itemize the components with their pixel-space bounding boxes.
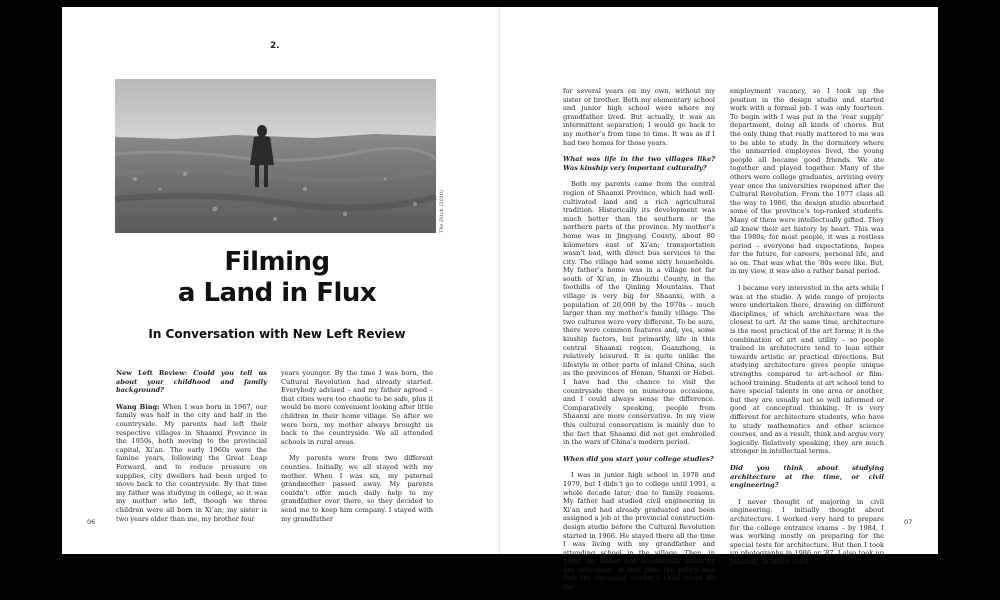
right-page	[500, 7, 938, 592]
right-column-1	[563, 87, 715, 600]
question-paragraph: When did you start your college studies?	[563, 454, 714, 463]
article-title	[107, 247, 447, 309]
answer-text: When I was born in 1967, our family was half in the city and half in the countryside. My parents had left their respective villages in Shaanxi Province in the 1950s, both moving to the provincial capital, Xi’an. The early 1960s were the famine years, following the Great Leap Forward, and to reduce pressure on supplies, city dwellers had been urged to move back to the countryside. By that time my father was studying in college, so it was my mother who left, though we three children were all born in Xi’an; my sister is two years older than me, my brother four	[116, 402, 267, 523]
question-paragraph: Did you think about studying architecture at the time, or civil engineering?	[730, 463, 884, 490]
paragraph: I was in junior high school in 1978 and 1979, but I didn’t go to college until 1991, a whole decade later, due to family reasons. My father had studied civil engineering in Xi’an and had already graduated and been assigned a job at the provincial construction-design studio before the Cultural Revolution started in 1966. He stayed there all the time I was living with my grandfather and attending school in the village. Then, in 1981, my father was accidentally killed by gas poisoning. At that time the policy was that the deceased worker’s child could fill the	[563, 471, 715, 592]
title-line-1: Filming	[224, 247, 330, 277]
page-number-right: 07	[904, 518, 913, 526]
question-paragraph: What was life in the two villages like? Was kinship very important culturally?	[563, 155, 715, 172]
photo-caption: The Ditch (2010)	[439, 190, 445, 233]
right-column-2	[730, 87, 884, 574]
paragraph: I never thought of majoring in civil engineering. I initially thought about architecture. I worked very hard to prepare for the college entrance exams – by 1984, I was working mostly on preparing for the special tests for architecture. But then I took up photography in 1986 or ’87. I also took up painting, in about 1988.	[730, 497, 884, 566]
article-subtitle: In Conversation with New Left Review	[148, 327, 406, 341]
landscape-photo-image	[115, 79, 436, 233]
paragraph: years younger. By the time I was born, the Cultural Revolution had already started. Everybody advised – and my father agreed – that cities were too chaotic to be safe, plus it would be more convenient looking after little children in their home village. So after we were born, my mother always brought us back to the countryside. We all attended schools in rural areas.	[281, 369, 433, 446]
left-column-1	[116, 369, 267, 531]
paragraph: Both my parents came from the central region of Shaanxi Province, which had well-cultivated land and a rich agricultural tradition. Historically its development was much better than the southern or the northern parts of the province. My mother’s home was in Jingyang County, about 80 kilometers east of Xi’an; transportation wasn’t bad, with direct bus services to the city. The village had some sixty households. My father’s home was in a village not far south of Xi’an, in Zhouzhi County, in the foothills of the Qinling Mountains. That village is very big for Shaanxi, with a population of 20,000 by the 1970s – much larger than my mother’s family village. The two cultures were very different. To be sure, there were common features and, yes, some kinship factors, but primarily, life in this central Shaanxi region, Guanzhong, is relatively leisured. It is quite unlike the lifestyle in other parts of inland China, such as the provinces of Henan, Shanxi or Hebei. I have had the chance to visit the countryside there on numerous occasions, and I could always sense the difference. Comparatively speaking, people from Shaanxi are more conservative. In my view this cultural conservatism is mainly due to the fact that Shaanxi did not get embroiled in the wars of China’s modern period.	[563, 180, 715, 447]
paragraph: I became very interested in the arts while I was at the studio. A wide range of projects were undertaken there, drawing on different disciplines, of which architecture was the closest to art. At the same time, architecture is the most practical of the art forms; it is the combination of art and utility – so people trained in architecture tend to lean either towards artistic or practical directions. But studying architecture gives people unique strengths compared to art-school or film-school training. Students at art school tend to have special talents in one area or another, but they are usually not so well informed or good at conceptual thinking. It is very different for architecture students, who have to study mathematics and other science courses, and as a result, think and argue very logically. Relatively speaking, they are much stronger in intellectual terms.	[730, 284, 884, 456]
paragraph: My parents were from two different counties. Initially, we all stayed with my mother. When I was six, my paternal grandmother passed away. My parents couldn’t offer much daily help to my grandfather over there, so they decided to send me to keep him company. I stayed with my grandfather	[281, 454, 433, 523]
page-number-left: 06	[87, 518, 96, 526]
title-line-2: a Land in Flux	[177, 278, 377, 308]
answer-paragraph	[116, 403, 267, 523]
question-paragraph	[116, 369, 267, 395]
left-column-2	[281, 369, 433, 531]
question-text: Could you tell us about your childhood and family background?	[116, 369, 267, 395]
film-still-photo	[115, 79, 436, 233]
paragraph: for several years on my own, without my sister or brother. Both my elementary school and junior high school were where my grandfather lived. But actually, it was an intermittent separation; I would go back to my mother’s from time to time. It was as if I had two homes for those years.	[563, 87, 715, 147]
left-page	[62, 7, 500, 554]
paragraph: employment vacancy, so I took up the position in the design studio and started work with a formal job. I was only fourteen. To begin with I was put in the ‘rear supply’ department, doing all kinds of chores. But the only thing that really mattered to me was to be able to study. In the dormitory where the unmarried employees lived, the young people all became good friends. We ate together and played together. Many of the others were college graduates, arriving every year once the universities reopened after the Cultural Revolution. From the 1977 class all the way to 1986, the design studio absorbed some of the province’s top-ranked students. Many of them were intellectually gifted. They all knew their art history by heart. This was the 1980s; for most people, it was a restless period – everyone had expectations, hopes for the future, for careers, personal life, and so on. That was what the ’80s were like. But, in my view, it was also a rather banal period.	[730, 87, 884, 276]
question-label: New Left Review:	[116, 369, 188, 377]
answer-label: Wang Bing:	[116, 402, 160, 411]
chapter-number: 2.	[270, 41, 280, 51]
